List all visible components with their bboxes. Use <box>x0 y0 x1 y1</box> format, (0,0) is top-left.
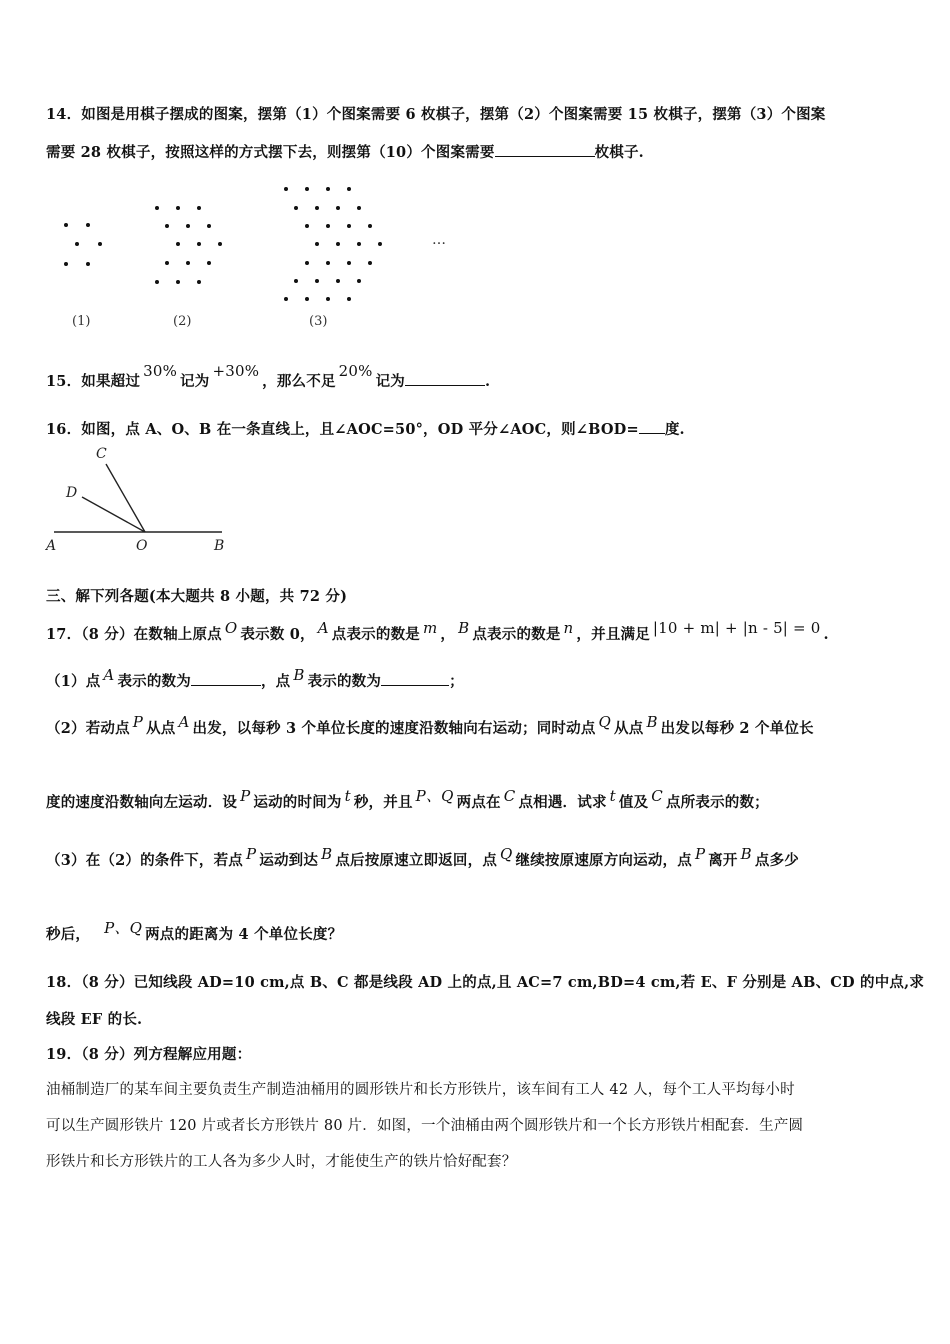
piece-dot <box>197 242 201 246</box>
q17-var-q: Q <box>500 845 513 863</box>
figure-caption-1: (1) <box>72 314 91 329</box>
q17-text: 度的速度沿数轴向左运动．设 <box>46 794 238 811</box>
q17-part1 <box>46 666 464 691</box>
piece-dot <box>86 262 90 266</box>
q17-blank-b <box>381 671 449 686</box>
q17-var-c: C <box>651 787 663 805</box>
figure-caption-3: (3) <box>309 314 328 329</box>
q17-part3 <box>46 845 799 870</box>
q17-var-t: t <box>609 787 616 805</box>
pattern-figures <box>0 0 950 340</box>
label-o: O <box>136 538 148 554</box>
q17-var-a: A <box>178 713 190 731</box>
q14-line2-text: 需要 28 枚棋子，按照这样的方式摆下去，则摆第（10）个图案需要 <box>46 144 495 161</box>
q15-text: ，那么不足 <box>262 373 336 390</box>
piece-dot <box>176 280 180 284</box>
q17-text: 出发以每秒 2 个单位长 <box>660 720 814 737</box>
figure-caption-2: (2) <box>173 314 192 329</box>
q17-formula: |10 + m| + |n - 5| = 0 <box>652 619 821 637</box>
piece-dot <box>336 279 340 283</box>
q17-line1 <box>46 619 829 644</box>
piece-dot <box>64 223 68 227</box>
piece-dot <box>368 224 372 228</box>
piece-dot <box>315 279 319 283</box>
q17-text: 从点 <box>146 720 176 737</box>
q18-line2: 线段 EF 的长. <box>46 1011 143 1028</box>
piece-dot <box>347 261 351 265</box>
piece-dot <box>357 242 361 246</box>
piece-dot <box>326 297 330 301</box>
label-c: C <box>96 446 107 462</box>
q15-value-1: 30% <box>143 362 178 380</box>
q16-line <box>46 418 685 439</box>
piece-dot <box>207 261 211 265</box>
piece-dot <box>347 187 351 191</box>
section-3-heading: 三、解下列各题(本大题共 8 小题，共 72 分) <box>46 588 348 605</box>
piece-dot <box>75 242 79 246</box>
piece-dot <box>155 206 159 210</box>
piece-dot <box>155 280 159 284</box>
piece-dot <box>86 223 90 227</box>
q16-answer-blank <box>639 419 665 434</box>
piece-dot <box>294 206 298 210</box>
label-a: A <box>46 538 57 554</box>
piece-dot <box>98 242 102 246</box>
piece-dot <box>176 206 180 210</box>
q16-text: 16．如图，点 A、O、B 在一条直线上，且∠AOC=50°，OD 平分∠AOC，则∠BOD= <box>46 421 639 438</box>
piece-dot <box>347 224 351 228</box>
q14-line2-end: 枚棋子. <box>594 144 644 161</box>
piece-dot <box>357 279 361 283</box>
q17-text: ，点 <box>260 673 291 690</box>
piece-dot <box>186 224 190 228</box>
q17-text: ； <box>449 673 464 690</box>
q17-var-pq: P、Q <box>415 787 454 805</box>
piece-dot <box>64 262 68 266</box>
piece-dot <box>315 242 319 246</box>
q17-text: 点所表示的数； <box>665 794 769 811</box>
piece-dot <box>218 242 222 246</box>
q17-text: 运动的时间为 <box>253 794 342 811</box>
q17-text: 表示的数为 <box>117 673 191 690</box>
q17-var-t: t <box>344 787 351 805</box>
q17-text: 离开 <box>708 852 738 869</box>
q15-answer-blank <box>405 371 485 386</box>
q17-var-o: O <box>224 619 238 637</box>
q17-var-a: A <box>103 666 115 684</box>
q17-var-n: n <box>563 619 574 637</box>
q17-text: 值及 <box>618 794 649 811</box>
piece-dot <box>326 187 330 191</box>
piece-dot <box>326 224 330 228</box>
q15-text: 15．如果超过 <box>46 373 141 390</box>
figure-ellipsis: … <box>432 232 446 248</box>
q17-var-b: B <box>458 619 470 637</box>
q16-end: 度. <box>664 421 685 438</box>
q19-line4: 形铁片和长方形铁片的工人各为多少人时，才能使生产的铁片恰好配套？ <box>46 1154 517 1170</box>
q17-var-b: B <box>321 845 333 863</box>
q17-text: （3）在（2）的条件下，若点 <box>46 852 243 869</box>
q17-var-p: P <box>132 713 144 731</box>
piece-dot <box>165 224 169 228</box>
piece-dot <box>336 206 340 210</box>
q14-line1: 14．如图是用棋子摆成的图案，摆第（1）个图案需要 6 枚棋子，摆第（2）个图案需要 15 枚棋子，摆第（3）个图案 <box>46 106 826 123</box>
label-b: B <box>214 538 225 554</box>
piece-dot <box>186 261 190 265</box>
q17-text: 点多少 <box>754 852 799 869</box>
q15-value-2: +30% <box>212 362 260 380</box>
q15-text: 记为 <box>375 373 406 390</box>
q19-line3: 可以生产圆形铁片 120 片或者长方形铁片 80 片．如图，一个油桶由两个圆形铁片和一个长方形铁片相配套．生产圆 <box>46 1118 804 1134</box>
q17-text: （2）若动点 <box>46 720 130 737</box>
q17-text: （1）点 <box>46 673 101 690</box>
q17-text: 两点的距离为 4 个单位长度？ <box>145 926 343 943</box>
q17-var-a: A <box>317 619 329 637</box>
q17-text: 继续按原速原方向运动，点 <box>515 852 692 869</box>
q17-var-b: B <box>293 666 305 684</box>
piece-dot <box>326 261 330 265</box>
q17-var-b: B <box>646 713 658 731</box>
q17-text: 点后按原速立即返回，点 <box>335 852 498 869</box>
piece-dot <box>357 206 361 210</box>
q17-text: 表示数 0， <box>240 626 315 643</box>
piece-dot <box>315 206 319 210</box>
angle-diagram <box>40 440 240 560</box>
q18-line1: 18．（8 分）已知线段 AD=10 cm,点 B、C 都是线段 AD 上的点,且 AC=7 cm,BD=4 cm,若 E、F 分别是 AB、CD 的中点,求 <box>46 974 925 991</box>
q17-text: 秒后， <box>46 926 91 943</box>
q17-part2 <box>46 713 814 738</box>
q17-var-p: P <box>245 845 257 863</box>
piece-dot <box>305 297 309 301</box>
q17-var-m: m <box>422 619 438 637</box>
q17-text: 两点在 <box>456 794 501 811</box>
piece-dot <box>305 224 309 228</box>
q17-var-q: Q <box>598 713 612 731</box>
q17-text: 从点 <box>614 720 644 737</box>
piece-dot <box>197 280 201 284</box>
piece-dot <box>176 242 180 246</box>
piece-dot <box>284 187 288 191</box>
piece-dot <box>305 187 309 191</box>
q17-part2-cont <box>46 787 769 812</box>
piece-dot <box>305 261 309 265</box>
q15-end: . <box>485 373 491 390</box>
q15-text: 记为 <box>180 373 210 390</box>
q17-text: 点表示的数是 <box>472 626 561 643</box>
q17-text: 出发，以每秒 3 个单位长度的速度沿数轴向右运动；同时动点 <box>192 720 596 737</box>
q19-line2: 油桶制造厂的某车间主要负责生产制造油桶用的圆形铁片和长方形铁片，该车间有工人 42 人，每个工人平均每小时 <box>46 1082 795 1098</box>
q17-text: 17．（8 分）在数轴上原点 <box>46 626 222 643</box>
q15-line <box>46 362 491 391</box>
q17-part3-cont <box>46 919 343 944</box>
q17-text: ，并且满足 <box>576 626 650 643</box>
q19-line1: 19．（8 分）列方程解应用题： <box>46 1046 252 1063</box>
q17-text: . <box>823 626 829 643</box>
q17-var-pq: P、Q <box>104 919 143 937</box>
q17-text: ， <box>440 626 456 643</box>
q17-var-b: B <box>740 845 752 863</box>
q17-text: 点相遇．试求 <box>518 794 607 811</box>
piece-dot <box>197 206 201 210</box>
label-d: D <box>66 485 78 501</box>
q15-value-3: 20% <box>338 362 373 380</box>
q17-var-c: C <box>503 787 516 805</box>
q17-var-p: P <box>694 845 706 863</box>
piece-dot <box>378 242 382 246</box>
q17-var-p: P <box>240 787 251 805</box>
q17-text: 表示的数为 <box>307 673 382 690</box>
piece-dot <box>165 261 169 265</box>
piece-dot <box>284 297 288 301</box>
q17-text: 运动到达 <box>259 852 319 869</box>
piece-dot <box>368 261 372 265</box>
q17-text: 点表示的数是 <box>331 626 420 643</box>
piece-dot <box>336 242 340 246</box>
piece-dot <box>294 279 298 283</box>
q17-text: 秒，并且 <box>353 794 413 811</box>
piece-dot <box>207 224 211 228</box>
piece-dot <box>347 297 351 301</box>
q17-blank-a <box>191 671 261 686</box>
